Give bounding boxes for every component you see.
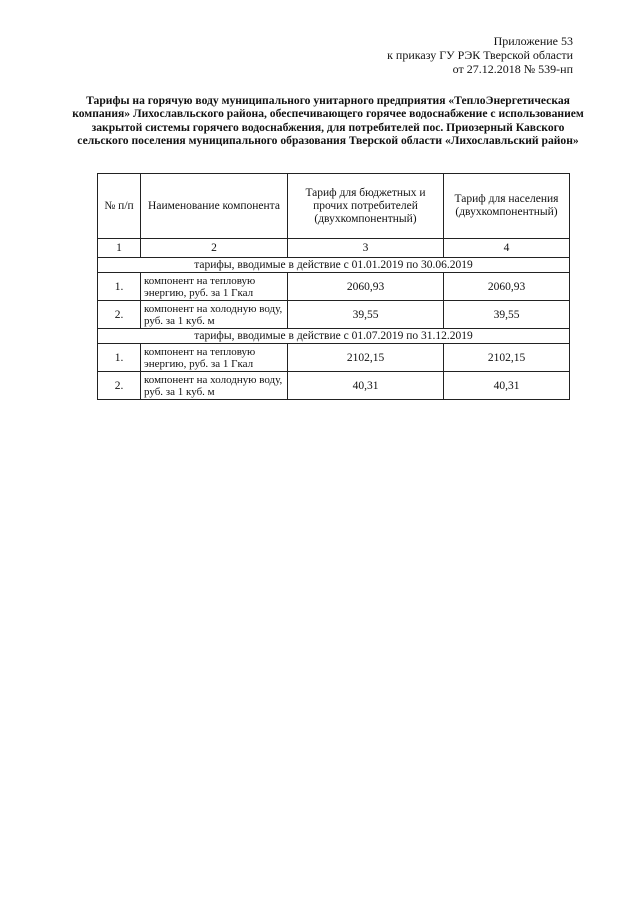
- component-name: компонент на тепловую энергию, руб. за 1 Гкал: [141, 273, 288, 301]
- header-component: Наименование компонента: [141, 174, 288, 239]
- population-tariff-value: 2060,93: [444, 273, 570, 301]
- row-number: 1.: [98, 273, 141, 301]
- component-name: компонент на холодную воду, руб. за 1 куб. м: [141, 372, 288, 400]
- header-budget-tariff: Тариф для бюджетных и прочих потребителей (двухкомпонентный): [288, 174, 444, 239]
- table-row: [98, 301, 570, 329]
- annex-number: Приложение 53: [493, 34, 573, 48]
- table-row: [98, 273, 570, 301]
- annex-order: к приказу ГУ РЭК Тверской области: [387, 48, 573, 62]
- budget-tariff-value: 2102,15: [288, 344, 444, 372]
- period-label: тарифы, вводимые в действие с 01.01.2019 по 30.06.2019: [98, 258, 570, 273]
- population-tariff-value: 2102,15: [444, 344, 570, 372]
- component-name: компонент на холодную воду, руб. за 1 куб. м: [141, 301, 288, 329]
- annex-reference: [387, 34, 573, 76]
- document-title: Тарифы на горячую воду муниципального унитарного предприятия «ТеплоЭнергетическая компания» Лихославльского района, обеспечивающего горячее водоснабжение с использованием закрытой системы горячего водоснабжения, для потребителей пос. Приозерный Кавского сельского поселения муниципального образования Тверской области «Лихославльский район»: [72, 94, 584, 147]
- annex-date: от 27.12.2018 № 539-нп: [452, 62, 573, 76]
- period-row: [98, 258, 570, 273]
- column-number: 4: [444, 239, 570, 258]
- column-number-row: [98, 239, 570, 258]
- period-row: [98, 329, 570, 344]
- column-number: 2: [141, 239, 288, 258]
- row-number: 2.: [98, 301, 141, 329]
- table-header-row: [98, 174, 570, 239]
- table-row: [98, 372, 570, 400]
- tariff-table: [97, 173, 570, 400]
- component-name: компонент на тепловую энергию, руб. за 1 Гкал: [141, 344, 288, 372]
- column-number: 1: [98, 239, 141, 258]
- population-tariff-value: 39,55: [444, 301, 570, 329]
- budget-tariff-value: 39,55: [288, 301, 444, 329]
- period-label: тарифы, вводимые в действие с 01.07.2019 по 31.12.2019: [98, 329, 570, 344]
- budget-tariff-value: 2060,93: [288, 273, 444, 301]
- column-number: 3: [288, 239, 444, 258]
- header-number: № п/п: [98, 174, 141, 239]
- population-tariff-value: 40,31: [444, 372, 570, 400]
- table-row: [98, 344, 570, 372]
- row-number: 1.: [98, 344, 141, 372]
- header-population-tariff: Тариф для населения (двухкомпонентный): [444, 174, 570, 239]
- budget-tariff-value: 40,31: [288, 372, 444, 400]
- row-number: 2.: [98, 372, 141, 400]
